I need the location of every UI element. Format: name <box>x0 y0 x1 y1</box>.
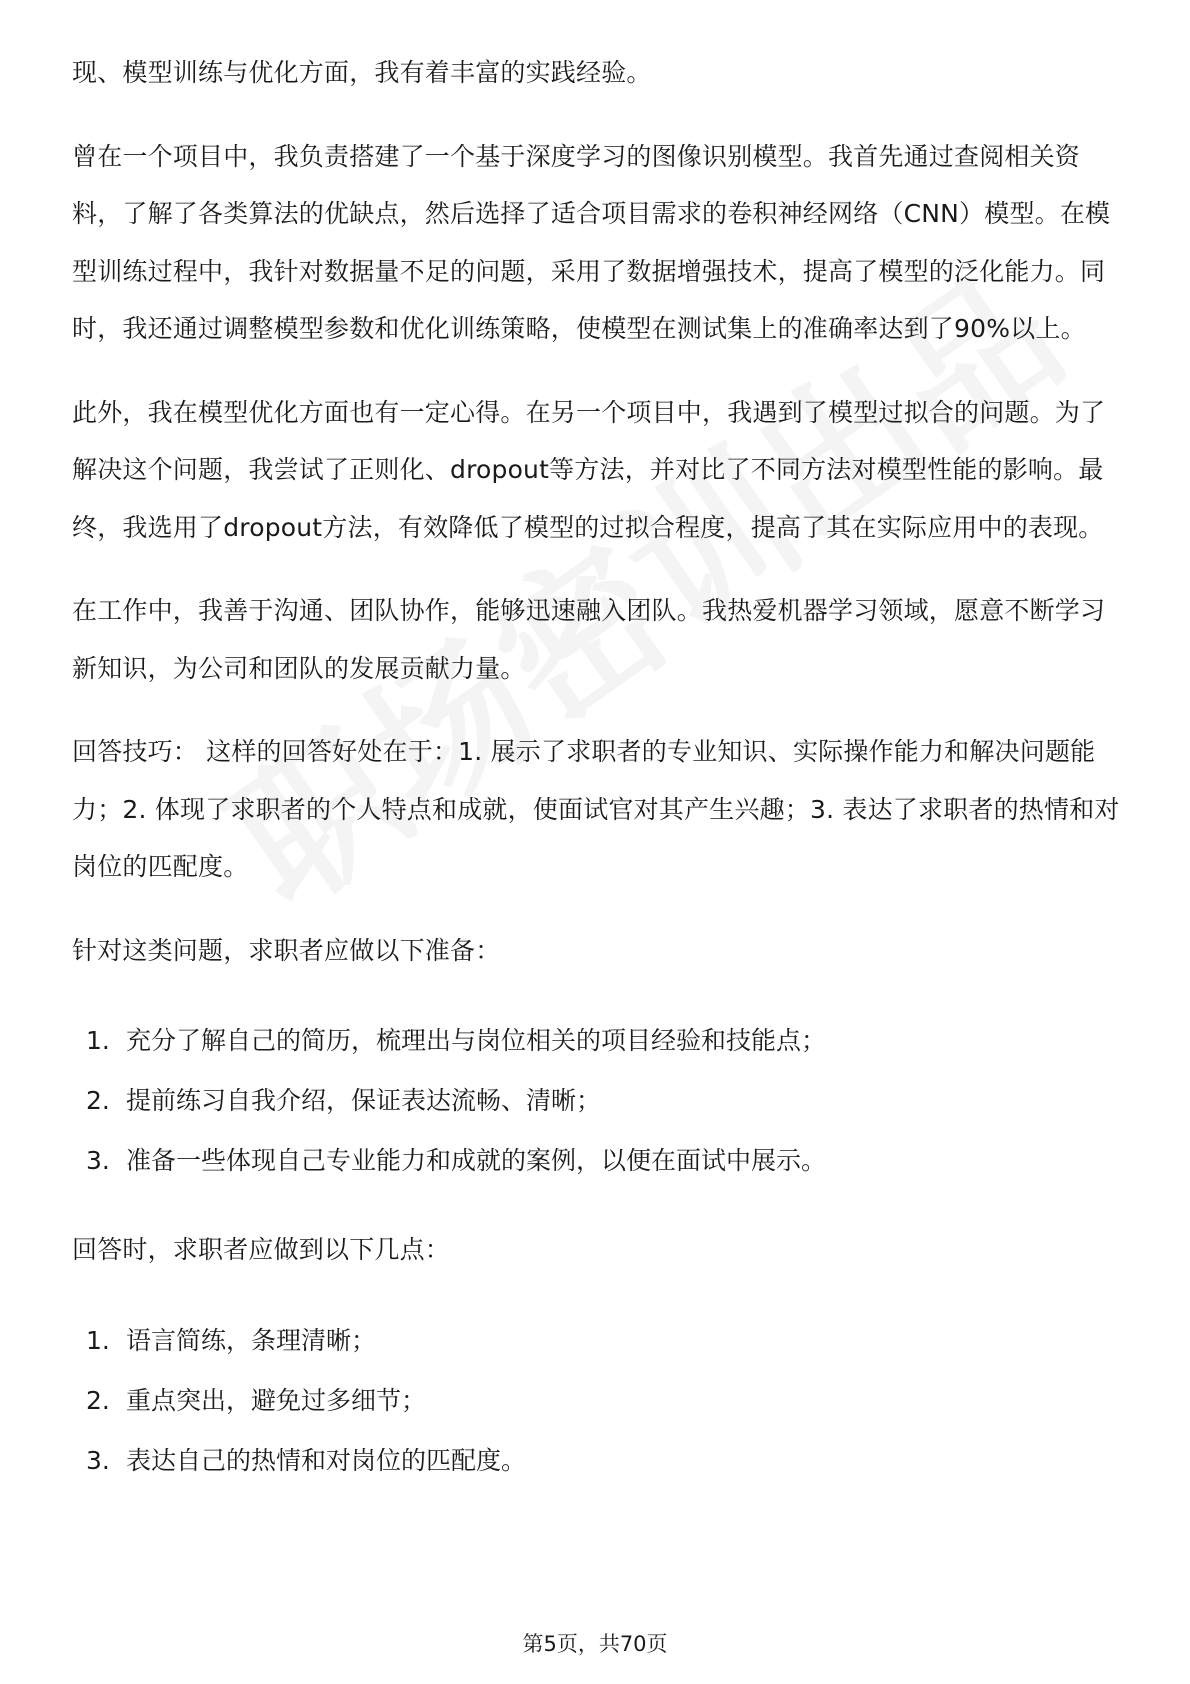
answer-intro: 回答时，求职者应做到以下几点： <box>72 1235 451 1264</box>
list-number: 3. <box>86 1445 110 1475</box>
list-text: 重点突出，避免过多细节； <box>126 1385 427 1415</box>
list-number: 2. <box>86 1385 110 1415</box>
list-number: 1. <box>86 1325 110 1355</box>
answer-list <box>72 1313 1122 1489</box>
list-item <box>72 1433 1122 1489</box>
tips-paragraph: 回答技巧： 这样的回答好处在于：1. 展示了求职者的专业知识、实际操作能力和解决问题能力；2. 体现了求职者的个人特点和成就，使面试官对其产生兴趣；3. 表达了求职者的热情和对岗位的匹配度。 <box>72 737 1120 881</box>
prep-list <box>72 1013 1122 1189</box>
list-number: 3. <box>86 1146 110 1175</box>
list-number: 2. <box>86 1086 110 1115</box>
paragraph: 此外，我在模型优化方面也有一定心得。在另一个项目中，我遇到了模型过拟合的问题。为了解决这个问题，我尝试了正则化、dropout等方法，并对比了不同方法对模型性能的影响。最终，我选用了dropout方法，有效降低了模型的过拟合程度，提高了其在实际应用中的表现。 <box>72 397 1106 542</box>
list-text: 语言简练，条理清晰； <box>126 1325 377 1355</box>
prep-intro: 针对这类问题，求职者应做以下准备： <box>72 935 501 965</box>
list-text: 充分了解自己的简历，梳理出与岗位相关的项目经验和技能点； <box>126 1026 827 1055</box>
page-number: 第5页，共70页 <box>522 1632 668 1656</box>
list-number: 1. <box>86 1026 110 1055</box>
paragraph: 现、模型训练与优化方面，我有着丰富的实践经验。 <box>72 58 652 87</box>
list-item <box>72 1073 1122 1129</box>
list-item <box>72 1133 1122 1189</box>
list-item <box>72 1313 1122 1369</box>
list-text: 提前练习自我介绍，保证表达流畅、清晰； <box>126 1086 602 1115</box>
page-content <box>72 44 1122 1521</box>
list-item <box>72 1013 1122 1069</box>
paragraph: 在工作中，我善于沟通、团队协作，能够迅速融入团队。我热爱机器学习领域，愿意不断学习新知识，为公司和团队的发展贡献力量。 <box>72 596 1106 683</box>
list-text: 表达自己的热情和对岗位的匹配度。 <box>126 1445 527 1475</box>
list-text: 准备一些体现自己专业能力和成就的案例，以便在面试中展示。 <box>126 1146 827 1175</box>
list-item <box>72 1373 1122 1429</box>
paragraph: 曾在一个项目中，我负责搭建了一个基于深度学习的图像识别模型。我首先通过查阅相关资料，了解了各类算法的优缺点，然后选择了适合项目需求的卷积神经网络（CNN）模型。在模型训练过程中，我针对数据量不足的问题，采用了数据增强技术，提高了模型的泛化能力。同时，我还通过调整模型参数和优化训练策略，使模型在测试集上的准确率达到了90%以上。 <box>72 141 1111 343</box>
